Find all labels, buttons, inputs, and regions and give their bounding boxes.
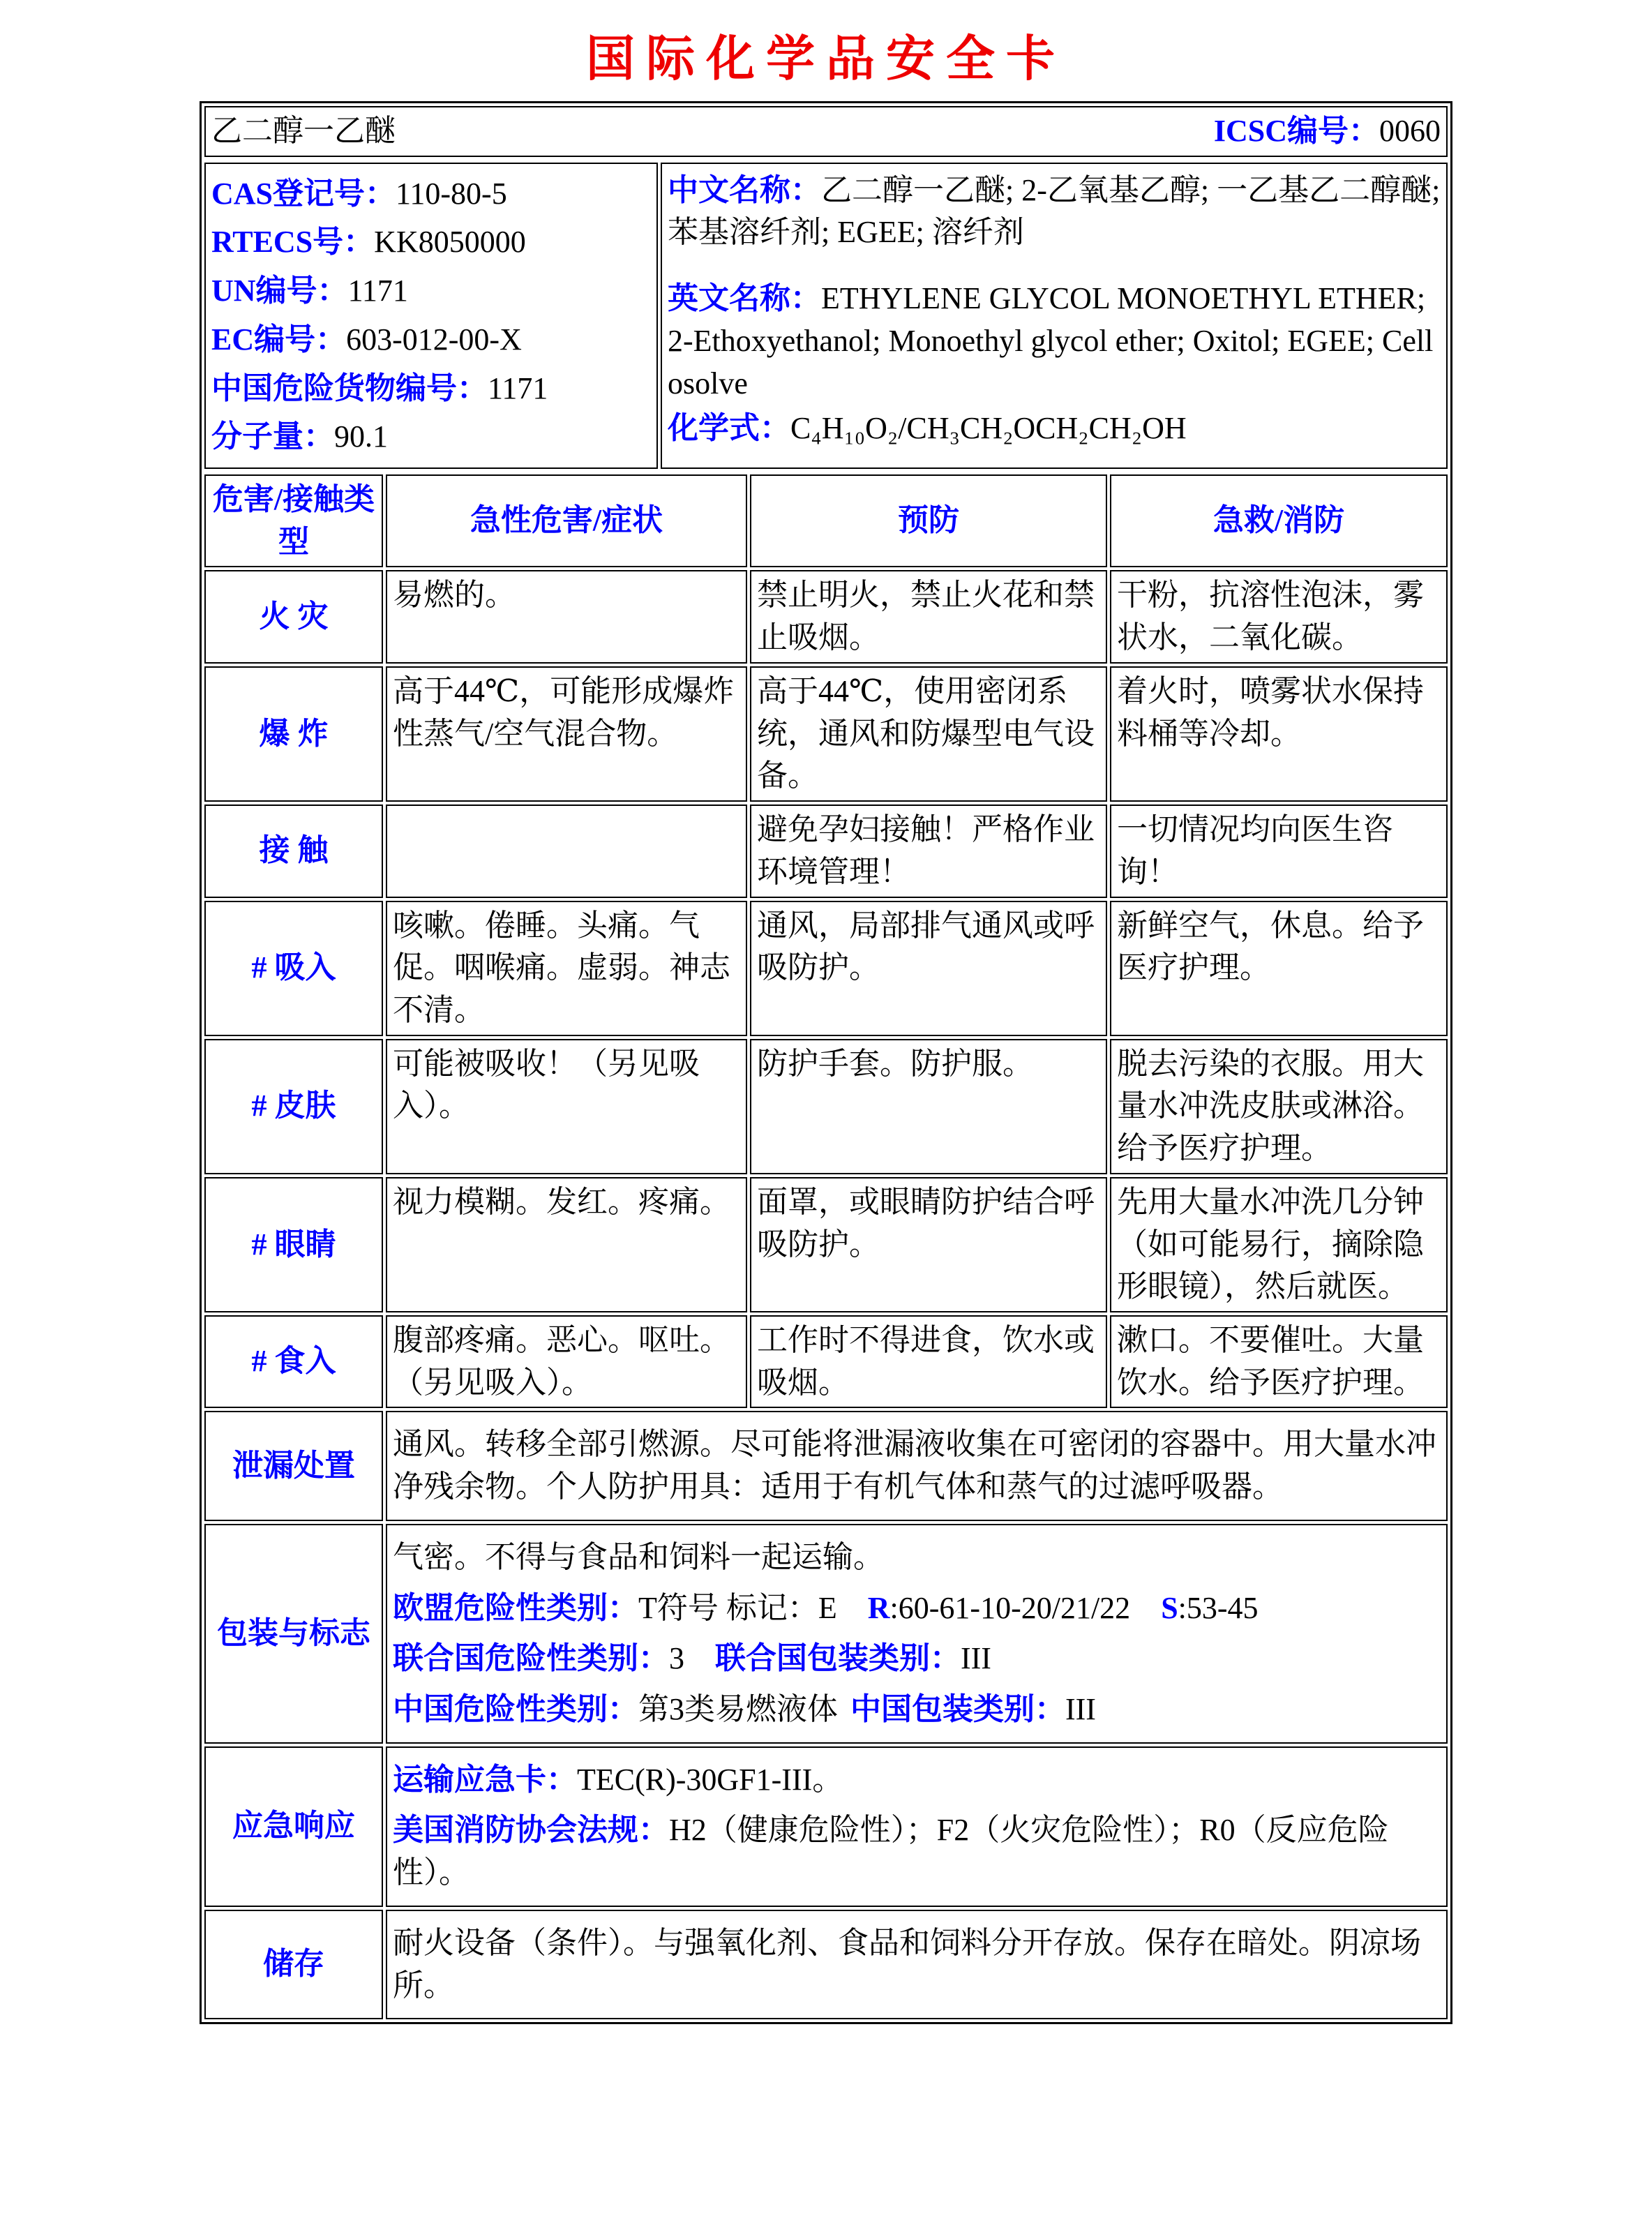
fire-prevention: 禁止明火，禁止火花和禁止吸烟。 — [750, 570, 1107, 663]
emergency-cell — [386, 1746, 1448, 1907]
id-line-molweight — [211, 416, 651, 458]
english-name-value: ETHYLENE GLYCOL MONOETHYL ETHER; 2-Ethoxyethanol; Monoethyl glycol ether; Oxitol; EGEE; Cellosolve — [668, 281, 1434, 401]
substance-name: 乙二醇一乙醚 — [211, 114, 396, 148]
emergency-tec-line — [393, 1759, 1441, 1802]
icsc-number — [1214, 110, 1441, 153]
un-hazard-class-value: 3 — [669, 1641, 684, 1676]
hazard-table — [202, 472, 1450, 2022]
chinese-name-value: 乙二醇一乙醚; 2-乙氧基乙醇; 一乙基乙二醇醚; 苯基溶纤剂; EGEE; 溶纤剂 — [668, 172, 1441, 250]
exposure-prevention: 避免孕妇接触！严格作业环境管理！ — [750, 805, 1107, 897]
packaging-transport-note: 气密。不得与食品和饲料一起运输。 — [393, 1539, 884, 1574]
storage-label: 储存 — [204, 1910, 383, 2019]
header-band — [211, 110, 1441, 153]
cn-pack-group-value: III — [1065, 1692, 1096, 1726]
skin-symptoms: 可能被吸收！（另见吸入）。 — [386, 1039, 747, 1174]
info-band-table — [202, 160, 1450, 472]
emergency-label: 应急响应 — [204, 1746, 383, 1907]
inhalation-label: # 吸入 — [204, 901, 383, 1036]
header-band-cell — [204, 106, 1448, 157]
explosion-prevention: 高于44℃，使用密闭系统，通风和防爆型电气设备。 — [750, 666, 1107, 802]
names-cell — [661, 163, 1448, 469]
r-phrase-value: :60-61-10-20/21/22 — [889, 1590, 1131, 1625]
eyes-prevention: 面罩，或眼睛防护结合呼吸防护。 — [750, 1177, 1107, 1312]
un-pack-group-label: 联合国包装类别： — [715, 1641, 961, 1676]
un-value: 1171 — [347, 274, 408, 308]
skin-label: # 皮肤 — [204, 1039, 383, 1174]
explosion-response: 着火时，喷雾状水保持料桶等冷却。 — [1110, 666, 1448, 802]
chinese-name-label: 中文名称： — [668, 172, 821, 207]
fire-response: 干粉，抗溶性泡沫，雾状水，二氧化碳。 — [1110, 570, 1448, 663]
skin-prevention: 防护手套。防护服。 — [750, 1039, 1107, 1174]
ec-label: EC编号： — [211, 322, 347, 357]
hazard-row-eyes — [204, 1177, 1448, 1312]
ec-value: 603-012-00-X — [346, 322, 522, 357]
packaging-un-line — [393, 1638, 1441, 1680]
hazard-row-fire — [204, 570, 1448, 663]
packaging-eu-line — [393, 1587, 1441, 1630]
packaging-label: 包装与标志 — [204, 1524, 383, 1744]
inhalation-response: 新鲜空气，休息。给予医疗护理。 — [1110, 901, 1448, 1036]
exposure-response: 一切情况均向医生咨询！ — [1110, 805, 1448, 897]
icsc-number-label: ICSC编号： — [1213, 114, 1379, 148]
s-phrase-value: :53-45 — [1178, 1590, 1259, 1625]
spill-text: 通风。转移全部引燃源。尽可能将泄漏液收集在可密闭的容器中。用大量水冲净残余物。个人防护用具：适用于有机气体和蒸气的过滤呼吸器。 — [393, 1427, 1436, 1504]
explosion-label: 爆 炸 — [204, 666, 383, 802]
ingestion-response: 漱口。不要催吐。大量饮水。给予医疗护理。 — [1110, 1315, 1448, 1408]
r-phrase-label: R — [867, 1590, 890, 1625]
icsc-number-value: 0060 — [1379, 114, 1441, 148]
ingestion-symptoms: 腹部疼痛。恶心。呕吐。（另见吸入）。 — [386, 1315, 747, 1408]
cas-label: CAS登记号： — [211, 176, 396, 211]
id-line-ec — [211, 319, 651, 361]
eu-class-value: T符号 标记：E — [638, 1590, 837, 1625]
id-line-cas — [211, 173, 651, 216]
un-hazard-class-label: 联合国危险性类别： — [393, 1641, 669, 1676]
col-header-symptoms: 急性危害/症状 — [386, 474, 747, 567]
formula-value: C₄H₁₀O₂/CH₃CH₂OCH₂CH₂OH — [790, 411, 1187, 446]
cas-value: 110-80-5 — [396, 176, 507, 211]
fire-label: 火 灾 — [204, 570, 383, 663]
formula-line — [668, 407, 1441, 450]
eyes-response: 先用大量水冲洗几分钟（如可能易行，摘除隐形眼镜），然后就医。 — [1110, 1177, 1448, 1312]
ingestion-label: # 食入 — [204, 1315, 383, 1408]
id-line-rtecs — [211, 221, 651, 264]
spill-text-cell — [386, 1411, 1448, 1520]
col-header-prevention: 预防 — [750, 474, 1107, 567]
header-band-table — [202, 103, 1450, 160]
safety-card — [200, 101, 1452, 2024]
nfpa-value: H2（健康危险性）；F2（火灾危险性）；R0（反应危险性）。 — [393, 1813, 1389, 1890]
rtecs-label: RTECS号： — [211, 225, 375, 260]
section-row-storage — [204, 1910, 1448, 2019]
nfpa-label: 美国消防协会法规： — [393, 1813, 669, 1848]
ingestion-prevention: 工作时不得进食，饮水或吸烟。 — [750, 1315, 1107, 1408]
eyes-label: # 眼睛 — [204, 1177, 383, 1312]
exposure-label: 接 触 — [204, 805, 383, 897]
hazard-header-row — [204, 474, 1448, 567]
english-name-label: 英文名称： — [668, 281, 821, 316]
hazard-row-inhalation — [204, 901, 1448, 1036]
cn-dg-label: 中国危险货物编号： — [211, 371, 488, 405]
cn-dg-value: 1171 — [488, 371, 548, 405]
hazard-row-skin — [204, 1039, 1448, 1174]
s-phrase-label: S — [1161, 1590, 1178, 1625]
chinese-name-line — [668, 170, 1441, 254]
tec-card-value: TEC(R)-30GF1-III。 — [577, 1762, 843, 1797]
packaging-cn-line — [393, 1689, 1441, 1731]
cn-hazard-class-label: 中国危险性类别： — [393, 1692, 638, 1726]
storage-cell — [386, 1910, 1448, 2019]
hazard-row-explosion — [204, 666, 1448, 802]
inhalation-prevention: 通风，局部排气通风或呼吸防护。 — [750, 901, 1107, 1036]
rtecs-value: KK8050000 — [374, 225, 526, 260]
page-title: 国际化学品安全卡 — [586, 33, 1066, 87]
section-row-spill — [204, 1411, 1448, 1520]
emergency-nfpa-line — [393, 1809, 1441, 1894]
id-line-cn-dg — [211, 368, 651, 410]
molweight-label: 分子量： — [211, 419, 334, 454]
packaging-cell — [386, 1524, 1448, 1744]
identifiers-cell — [204, 163, 658, 469]
section-row-emergency — [204, 1746, 1448, 1907]
section-row-packaging — [204, 1524, 1448, 1744]
col-header-hazard-type: 危害/接触类型 — [204, 474, 383, 567]
spill-label: 泄漏处置 — [204, 1411, 383, 1520]
molweight-value: 90.1 — [334, 419, 388, 454]
storage-text: 耐火设备（条件）。与强氧化剂、食品和饲料分开存放。保存在暗处。阴凉场所。 — [393, 1925, 1421, 2003]
skin-response: 脱去污染的衣服。用大量水冲洗皮肤或淋浴。给予医疗护理。 — [1110, 1039, 1448, 1174]
un-pack-group-value: III — [961, 1641, 991, 1676]
explosion-symptoms: 高于44℃，可能形成爆炸性蒸气/空气混合物。 — [386, 666, 747, 802]
cn-pack-group-label: 中国包装类别： — [850, 1692, 1065, 1726]
un-label: UN编号： — [211, 274, 348, 308]
hazard-row-exposure — [204, 805, 1448, 897]
inhalation-symptoms: 咳嗽。倦睡。头痛。气促。咽喉痛。虚弱。神志不清。 — [386, 901, 747, 1036]
eyes-symptoms: 视力模糊。发红。疼痛。 — [386, 1177, 747, 1312]
id-line-un — [211, 270, 651, 313]
col-header-firstaid: 急救/消防 — [1110, 474, 1448, 567]
fire-symptoms: 易燃的。 — [386, 570, 747, 663]
eu-class-label: 欧盟危险性类别： — [393, 1590, 638, 1625]
cn-hazard-class-value: 第3类易燃液体 — [638, 1692, 838, 1726]
formula-label: 化学式： — [668, 411, 790, 446]
english-name-line — [668, 278, 1441, 405]
hazard-row-ingestion — [204, 1315, 1448, 1408]
tec-card-label: 运输应急卡： — [393, 1762, 577, 1797]
exposure-symptoms — [386, 805, 747, 897]
